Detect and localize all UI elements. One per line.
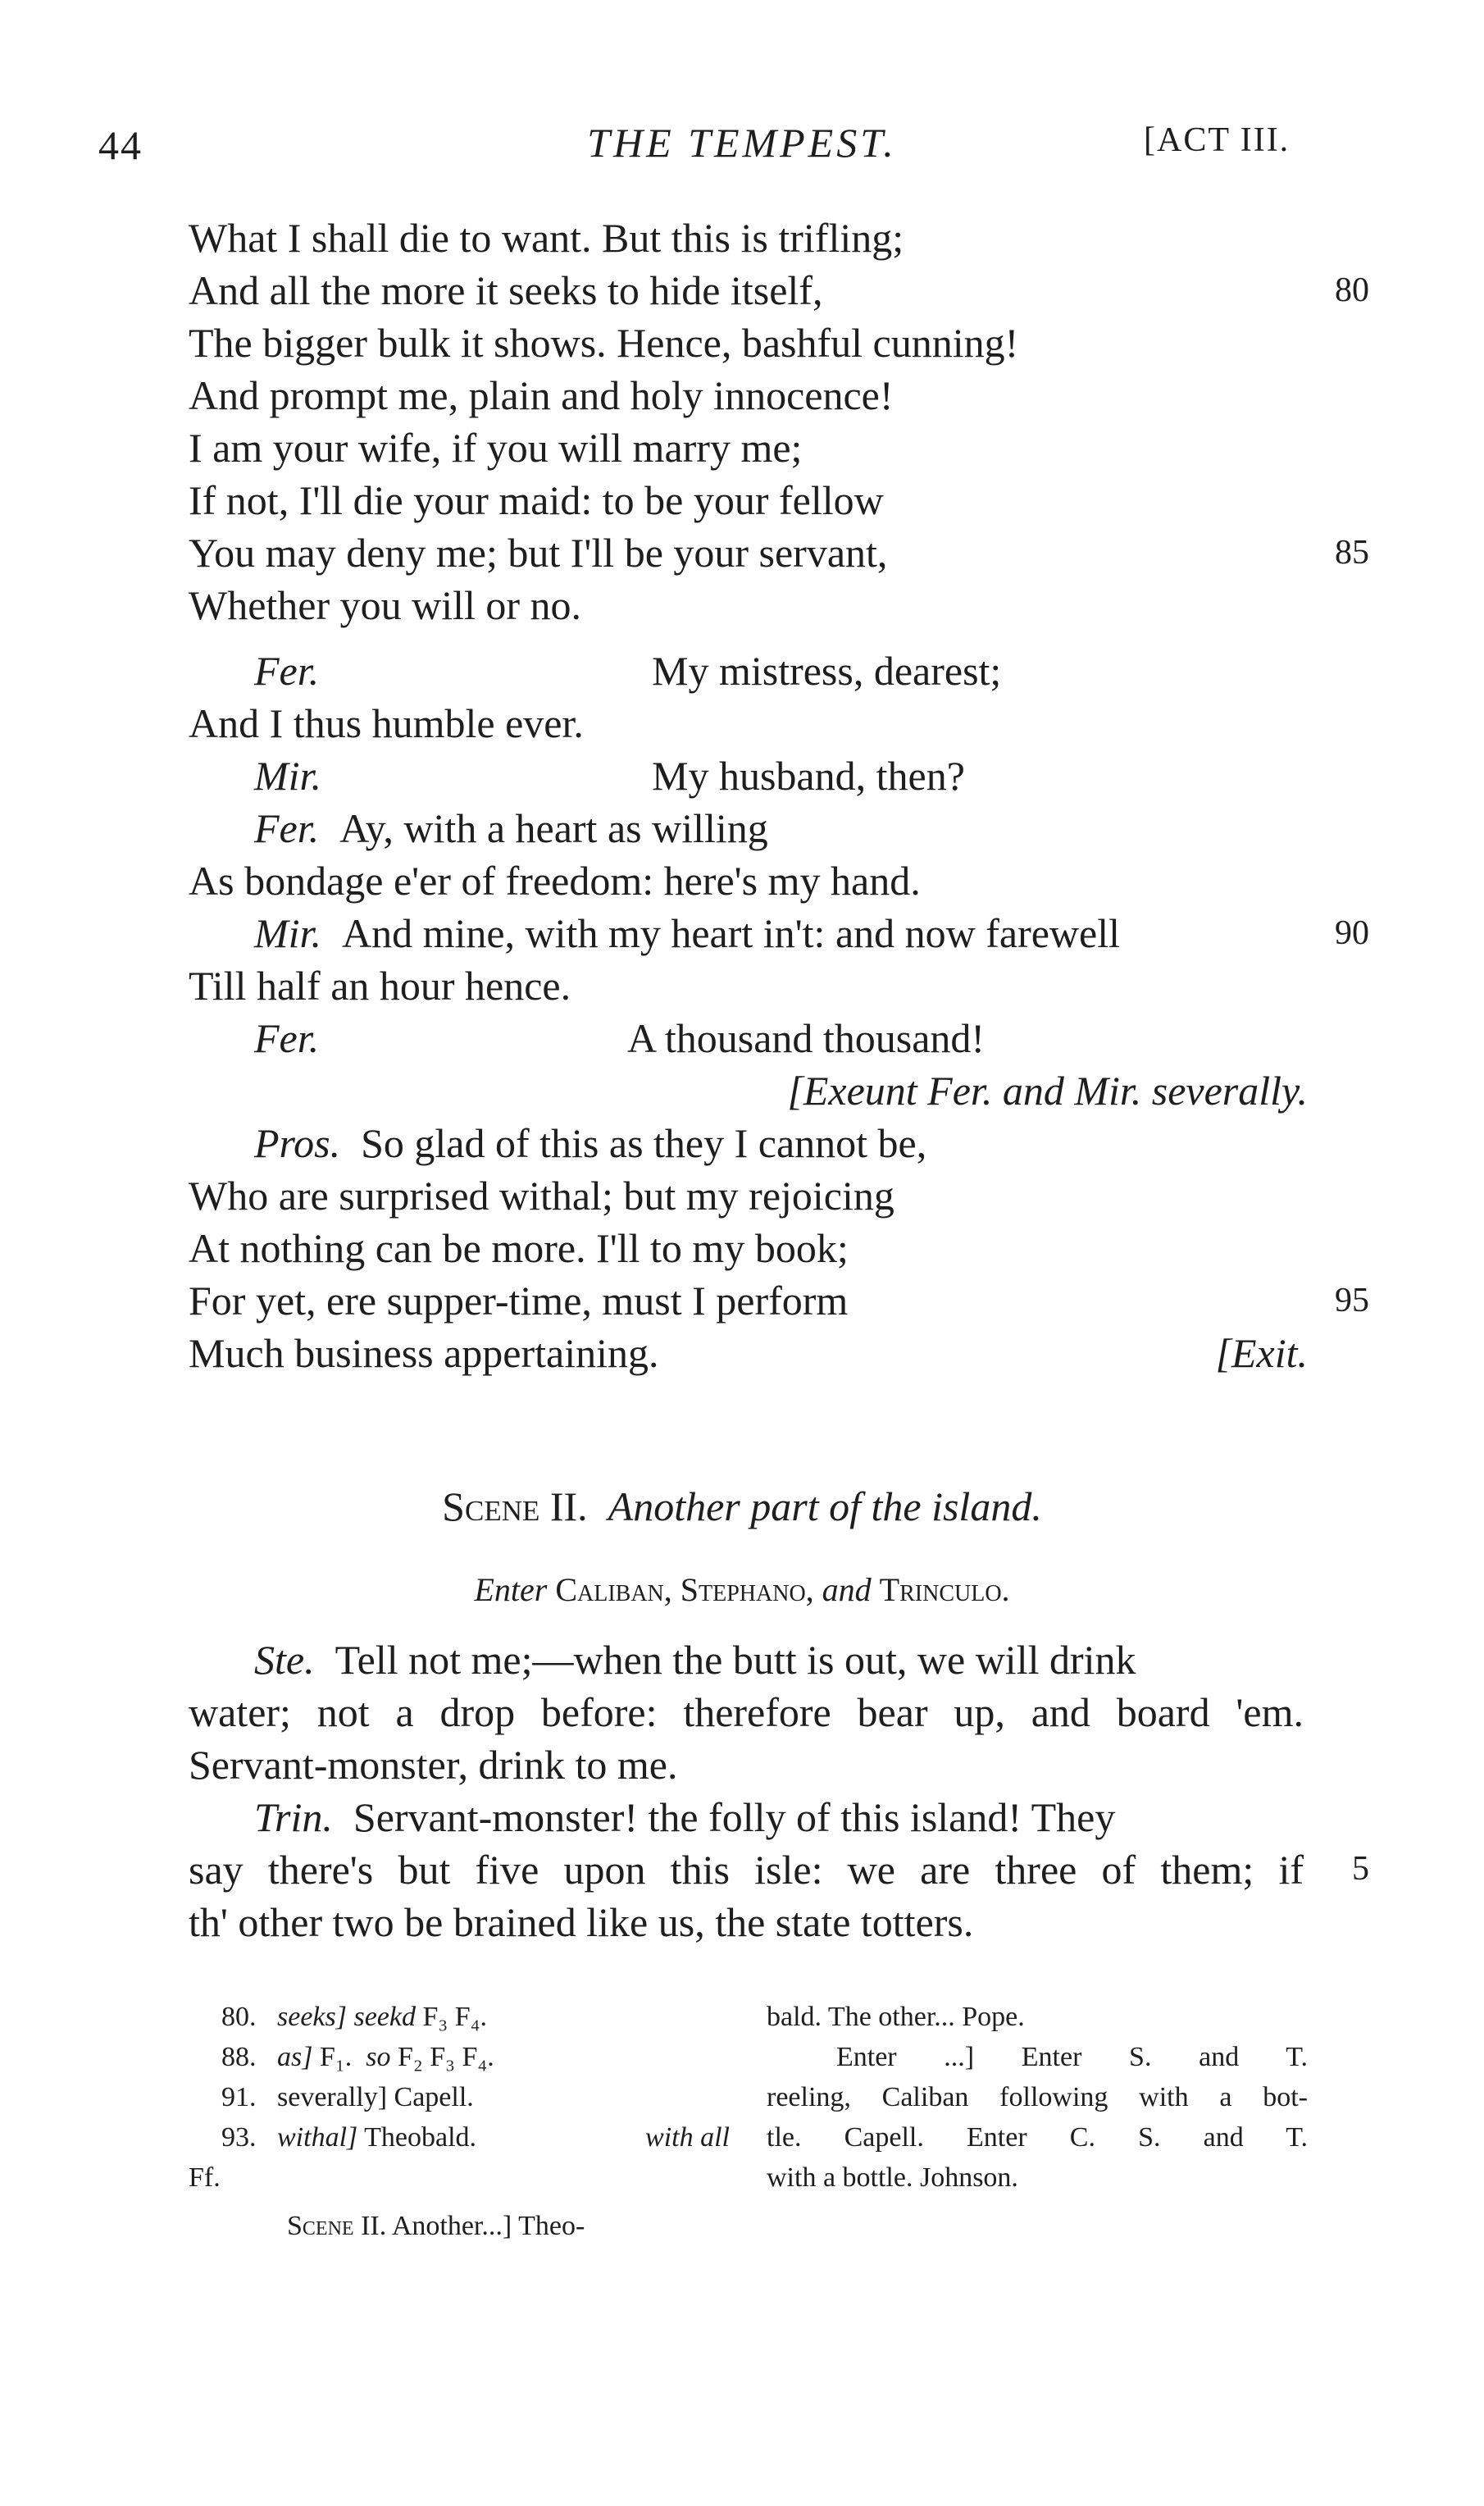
- verse-line: [189, 1014, 986, 1063]
- footnote-variant: so: [366, 2042, 391, 2072]
- verse-line: For yet, ere supper-time, must I perform: [189, 1278, 849, 1324]
- line-text: My husband, then?: [652, 753, 965, 799]
- speaker-trin: Trin.: [254, 1794, 333, 1840]
- stage-direction-exit: [Exit.: [1215, 1330, 1308, 1376]
- prose-line: water; not a drop before: therefore bear up, and board 'em.: [189, 1689, 1304, 1735]
- footnote-number: 93.: [221, 2122, 257, 2153]
- verse-line: What I shall die to want. But this is trifling;: [189, 215, 904, 261]
- line-text: Tell not me;—when the butt is out, we will drink: [335, 1637, 1136, 1683]
- footnote-continuation: Ff.: [189, 2162, 221, 2193]
- prose-line: Servant-monster, drink to me.: [189, 1742, 678, 1788]
- verse-line: Whether you will or no.: [189, 582, 582, 628]
- line-text: Ay, with a heart as willing: [339, 805, 768, 851]
- verse-line: And all the more it seeks to hide itself,: [189, 267, 823, 313]
- footnote-source: Theobald.: [364, 2122, 477, 2153]
- footnote-text: severally] Capell.: [277, 2082, 474, 2112]
- line-number: 85: [1335, 534, 1369, 572]
- and-word: and: [822, 1571, 872, 1608]
- speaker-mir: Mir.: [254, 910, 321, 956]
- line-number: 95: [1335, 1282, 1369, 1319]
- entrance-direction: [0, 1570, 1484, 1609]
- footnote-lemma: as]: [277, 2042, 313, 2072]
- verse-line: I am your wife, if you will marry me;: [189, 425, 803, 471]
- verse-line: As bondage e'er of freedom: here's my hand.: [189, 858, 921, 904]
- line-number: 90: [1335, 914, 1369, 952]
- speaker-fer: Fer.: [254, 1015, 320, 1061]
- footnote: [221, 2037, 494, 2077]
- line-text: My mistress, dearest;: [652, 648, 1002, 694]
- running-title: THE TEMPEST.: [587, 120, 897, 166]
- footnote-number: 91.: [221, 2082, 257, 2112]
- line-text: And mine, with my heart in't: and now farewell: [341, 910, 1121, 956]
- speaker-fer: Fer.: [254, 648, 320, 694]
- speaker-ste: Ste.: [254, 1637, 315, 1683]
- verse-line: And prompt me, plain and holy innocence!: [189, 372, 894, 418]
- line-text: A thousand thousand!: [627, 1015, 986, 1061]
- prose-line: th' other two be brained like us, the state totters.: [189, 1899, 974, 1945]
- verse-line: [189, 1119, 926, 1168]
- footnote: [221, 2117, 730, 2157]
- verse-line: If not, I'll die your maid: to be your fellow: [189, 477, 884, 523]
- footnote-right: with a bottle. Johnson.: [767, 2162, 1018, 2193]
- verse-line: Much business appertaining.: [189, 1330, 659, 1376]
- footnote-lemma: seeks]: [277, 2002, 347, 2032]
- verse-line: [189, 909, 1120, 958]
- enter-word: Enter: [474, 1571, 548, 1608]
- footnote-lemma: withal]: [277, 2122, 358, 2153]
- act-label: [ACT III.: [1144, 121, 1291, 159]
- speaker-fer: Fer.: [254, 805, 320, 851]
- page-number: 44: [98, 122, 143, 168]
- verse-line: And I thus humble ever.: [189, 700, 584, 746]
- scene-label: Scene II.: [442, 1483, 588, 1529]
- characters: Caliban, Stephano,: [555, 1571, 814, 1608]
- verse-line: Who are surprised withal; but my rejoicing: [189, 1173, 894, 1219]
- footnote-number: 80.: [221, 2002, 257, 2032]
- footnote-source: F₂ F₃ F₄.: [397, 2042, 494, 2072]
- footnote-right: reeling, Caliban following with a bot-: [767, 2082, 1308, 2112]
- footnote-number: 88.: [221, 2042, 257, 2072]
- verse-line: At nothing can be more. I'll to my book;: [189, 1225, 849, 1271]
- footnote: [287, 2206, 585, 2246]
- footnote-source: F₁.: [319, 2042, 353, 2072]
- prose-line: [189, 1634, 1304, 1685]
- line-number: 5: [1352, 1850, 1369, 1888]
- footnote-text: Another...] Theo-: [391, 2211, 585, 2241]
- verse-line: The bigger bulk it shows. Hence, bashful cunning!: [189, 320, 1019, 366]
- prose-line: [189, 1792, 1304, 1843]
- footnote-right: tle. Capell. Enter C. S. and T.: [767, 2122, 1308, 2153]
- footnote-variant: with all: [645, 2122, 730, 2153]
- speaker-pros: Pros.: [254, 1120, 341, 1166]
- verse-line: Till half an hour hence.: [189, 963, 571, 1009]
- footnote-right: bald. The other... Pope.: [767, 2002, 1025, 2032]
- verse-line: [189, 646, 1002, 695]
- prose-line: say there's but five upon this isle: we are three of them; if: [189, 1847, 1304, 1893]
- verse-line: You may deny me; but I'll be your servant,: [189, 530, 888, 576]
- footnote-source: F₃ F₄.: [422, 2002, 488, 2032]
- speaker-mir: Mir.: [254, 753, 321, 799]
- scene-setting: Another part of the island.: [608, 1483, 1042, 1529]
- line-number: 80: [1335, 271, 1369, 309]
- verse-line: [189, 804, 768, 853]
- stage-direction-exeunt: [Exeunt Fer. and Mir. severally.: [787, 1068, 1308, 1114]
- scene-heading: [0, 1483, 1484, 1530]
- footnote: [221, 2077, 474, 2117]
- footnote: [221, 1997, 487, 2037]
- footnote-right: Enter ...] Enter S. and T.: [836, 2042, 1308, 2072]
- footnote-variant: seekd: [353, 2002, 416, 2032]
- characters: Trinculo.: [879, 1571, 1010, 1608]
- line-text: Servant-monster! the folly of this island! They: [353, 1794, 1116, 1840]
- line-text: So glad of this as they I cannot be,: [361, 1120, 927, 1166]
- footnote-lemma: Scene II.: [287, 2211, 387, 2241]
- verse-line: [189, 751, 965, 800]
